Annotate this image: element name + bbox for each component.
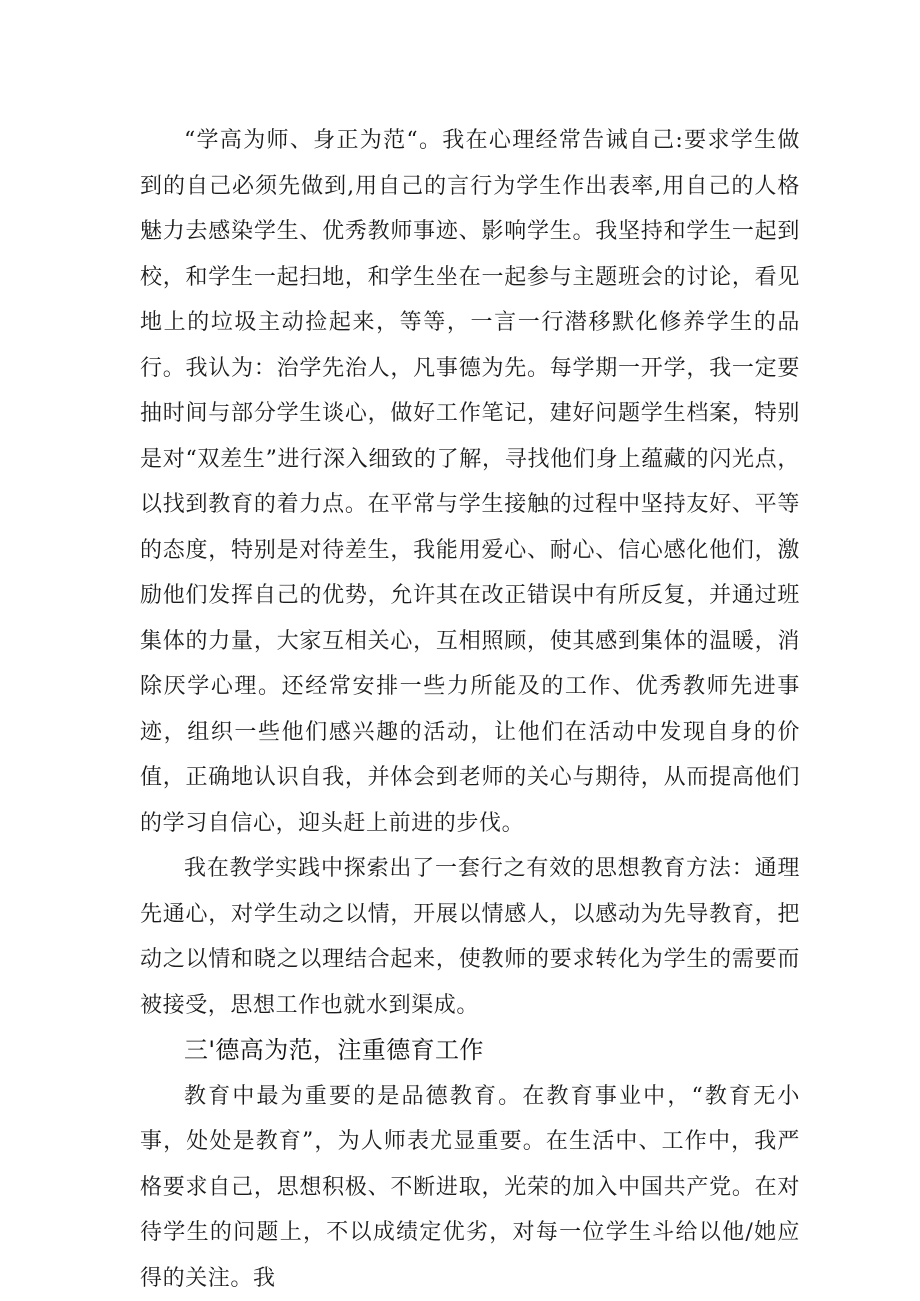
paragraph-education-method: 我在教学实践中探索出了一套行之有效的思想教育方法：通理先通心，对学生动之以情，开展以情感人，以感动为先导教育，把动之以情和晓之以理结合起来，使教师的要求转化为学生的需要而被接受，思想工作也就水到渠成。 [140,856,800,1018]
section-heading-moral-education: 三'德高为范，注重德育工作 [184,1036,484,1064]
paragraph-role-model: “学高为师、身正为范“。我在心理经常告诫自己:要求学生做到的自己必须先做到,用自己的言行为学生作出表率,用自己的人格魅力去感染学生、优秀教师事迹、影响学生。我坚持和学生一起到校，和学生一起扫地，和学生坐在一起参与主题班会的讨论，看见地上的垃圾主动捡起来，等等，一言一行潜移默化修养学生的品行。我认为：治学先治人，凡事德为先。每学期一开学，我一定要抽时间与部分学生谈心，做好工作笔记，建好问题学生档案，特别是对“双差生”进行深入细致的了解，寻找他们身上蕴藏的闪光点，以找到教育的着力点。在平常与学生接触的过程中坚持友好、平等的态度，特别是对待差生，我能用爱心、耐心、信心感化他们，激励他们发挥自己的优势，允许其在改正错误中有所反复，并通过班集体的力量，大家互相关心，互相照顾，使其感到集体的温暖，消除厌学心理。还经常安排一些力所能及的工作、优秀教师先进事迹，组织一些他们感兴趣的活动，让他们在活动中发现自身的价值，正确地认识自我，并体会到老师的关心与期待，从而提高他们的学习自信心，迎头赶上前进的步伐。 [140,128,800,836]
paragraph-moral-education: 教育中最为重要的是品德教育。在教育事业中，“教育无小事，处处是教育”，为人师表尤显重要。在生活中、工作中，我严格要求自己，思想积极、不断进取，光荣的加入中国共产党。在对待学生的问题上，不以成绩定优劣，对每一位学生斗给以他/她应得的关注。我 [140,1083,800,1291]
document-body [140,118,800,1301]
